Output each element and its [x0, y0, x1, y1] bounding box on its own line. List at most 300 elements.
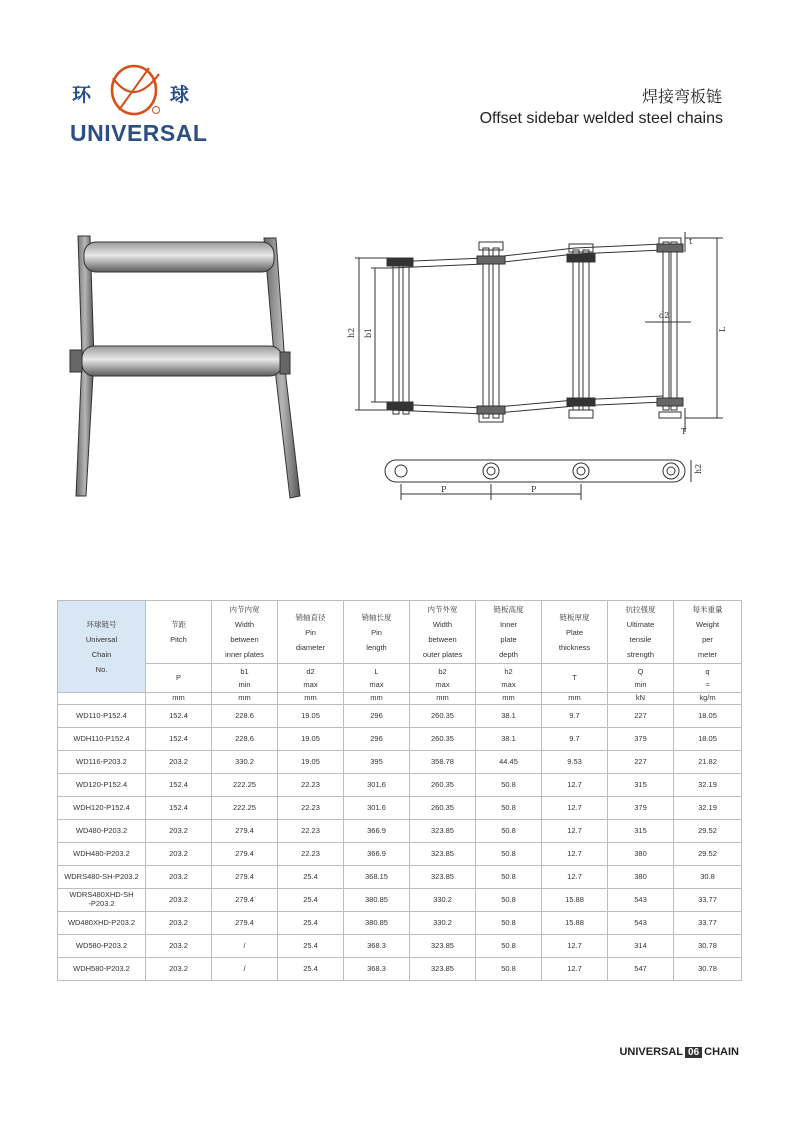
table-cell	[278, 935, 344, 958]
brand-logo	[68, 58, 208, 153]
cell-line: 323.85	[431, 963, 454, 973]
cell-line: 358.78	[431, 756, 454, 766]
table-cell	[476, 705, 542, 728]
cell-line: 315	[634, 779, 647, 789]
table-cell	[674, 889, 742, 912]
table-cell	[476, 958, 542, 981]
cell-line: WDH480-P203.2	[73, 848, 130, 858]
table-cell	[344, 935, 410, 958]
cell-line: WD480-P203.2	[75, 825, 128, 835]
header-symbol: h2	[504, 667, 513, 676]
cell-line: 380.85	[365, 894, 388, 904]
table-cell	[58, 866, 146, 889]
header-unit-5: mm	[410, 693, 476, 705]
cell-line: 543	[634, 917, 647, 927]
cell-line: 12.7	[567, 871, 582, 881]
table-row	[58, 889, 742, 912]
table-cell	[410, 866, 476, 889]
cell-line: 260.35	[431, 802, 454, 812]
table-cell	[410, 935, 476, 958]
header-symbol: P	[175, 673, 181, 682]
table-cell	[212, 866, 278, 889]
header-unit-8: kN	[608, 693, 674, 705]
header-line: per	[702, 635, 713, 644]
cell-line: 44.45	[499, 756, 518, 766]
cell-line: 50.8	[501, 940, 516, 950]
spec-table	[57, 600, 742, 981]
header-line: Ultimate	[626, 620, 655, 629]
cell-line: 279.4	[235, 825, 254, 835]
page-title-cn: 焊接弯板链	[641, 87, 722, 106]
header-line: 链板厚度	[559, 612, 590, 622]
header-name-9	[674, 601, 742, 664]
cell-line: 50.8	[501, 848, 516, 858]
cell-line: 301.6	[367, 802, 386, 812]
header-symbol: Q	[637, 667, 644, 676]
cell-line: 12.7	[567, 848, 582, 858]
header-unit-3: mm	[278, 693, 344, 705]
table-cell	[542, 958, 608, 981]
table-cell	[410, 889, 476, 912]
table-cell	[344, 705, 410, 728]
header-limit: min	[238, 680, 251, 689]
cell-line: 15.88	[565, 917, 584, 927]
header-line: Inner	[499, 620, 518, 629]
header-unit-7: mm	[542, 693, 608, 705]
table-cell	[212, 728, 278, 751]
table-cell	[476, 866, 542, 889]
table-cell	[278, 728, 344, 751]
table-cell	[608, 728, 674, 751]
table-cell	[476, 728, 542, 751]
table-cell	[476, 797, 542, 820]
page-title-en: Offset sidebar welded steel chains	[479, 110, 723, 127]
table-cell	[674, 843, 742, 866]
table-cell	[476, 774, 542, 797]
header-line: diameter	[295, 642, 326, 652]
table-cell	[146, 866, 212, 889]
table-cell	[146, 912, 212, 935]
table-cell	[278, 797, 344, 820]
cell-line: 228.6	[235, 733, 254, 743]
table-cell	[410, 728, 476, 751]
cell-line: 50.8	[501, 802, 516, 812]
cell-line: 50.8	[501, 871, 516, 881]
cell-line: 50.8	[501, 963, 516, 973]
table-row	[58, 935, 742, 958]
cell-line: 315	[634, 825, 647, 835]
table-cell	[608, 958, 674, 981]
cell-line: 228.6	[235, 710, 254, 720]
dim-side-h2-label: h2	[694, 463, 703, 474]
cell-line: 330.2	[235, 756, 254, 766]
cell-line: 543	[634, 894, 647, 904]
cell-line: 33.77	[698, 917, 717, 927]
table-cell	[212, 843, 278, 866]
header-line: 每米重量	[692, 605, 723, 614]
cell-line: 314	[634, 940, 647, 950]
header-line: meter	[697, 650, 718, 659]
table-cell	[476, 751, 542, 774]
table-cell	[212, 912, 278, 935]
header-unit-9: kg/m	[674, 693, 742, 705]
table-body	[58, 705, 742, 981]
header-name-0	[58, 601, 146, 693]
chain-technical-drawing	[345, 222, 740, 522]
table-cell	[608, 705, 674, 728]
table-cell	[278, 774, 344, 797]
cell-line: 279.4	[235, 848, 254, 858]
cell-line: 19.05	[301, 756, 320, 766]
brand-name: UNIVERSAL	[70, 120, 208, 146]
header-line: strength	[626, 650, 655, 659]
table-cell	[58, 958, 146, 981]
header-names-row	[58, 601, 742, 664]
table-header	[58, 601, 742, 705]
table-cell	[608, 889, 674, 912]
header-line: 节距	[171, 620, 186, 629]
table-cell	[410, 843, 476, 866]
cell-line: 152.4	[169, 802, 188, 812]
cell-line: 368.3	[367, 963, 386, 973]
header-symbol-5	[410, 664, 476, 693]
header-line: Universal	[85, 634, 118, 644]
table-cell	[146, 935, 212, 958]
cell-line: 296	[370, 710, 383, 720]
table-cell	[212, 820, 278, 843]
table-row	[58, 820, 742, 843]
table-cell	[410, 774, 476, 797]
cell-line: 222.25	[233, 779, 256, 789]
table-cell	[608, 774, 674, 797]
header-name-2	[212, 601, 278, 664]
table-row	[58, 774, 742, 797]
header-symbol: d2	[306, 667, 315, 676]
header-line: 抗拉强度	[625, 605, 656, 614]
table-cell	[58, 912, 146, 935]
table-cell	[608, 751, 674, 774]
dim-d2-label: d2	[659, 311, 670, 320]
cell-line: 18.05	[698, 733, 717, 743]
table-cell	[608, 820, 674, 843]
table-cell	[344, 912, 410, 935]
brand-cn-right: 球	[170, 84, 190, 106]
table-cell	[278, 705, 344, 728]
cell-line: 323.85	[431, 871, 454, 881]
cell-line: 29.52	[698, 825, 717, 835]
header-symbol: q	[705, 667, 710, 676]
dim-t-label: t	[689, 237, 693, 246]
table-cell	[410, 705, 476, 728]
table-cell	[278, 866, 344, 889]
cell-line: /	[243, 963, 246, 973]
cell-line: 279.4	[235, 917, 254, 927]
header-line: Weight	[695, 620, 720, 629]
table-cell	[542, 889, 608, 912]
dim-P1-label: P	[441, 485, 447, 494]
header-symbol-4	[344, 664, 410, 693]
table-cell	[278, 958, 344, 981]
header-name-5	[410, 601, 476, 664]
cell-line: 22.23	[301, 802, 320, 812]
header-line: Pitch	[170, 635, 187, 644]
table-cell	[344, 728, 410, 751]
table-cell	[212, 774, 278, 797]
header-name-8	[608, 601, 674, 664]
table-cell	[674, 705, 742, 728]
cell-line: 25.4	[303, 871, 318, 881]
table-cell	[542, 751, 608, 774]
header-limit: max	[369, 680, 384, 689]
cell-line: 19.05	[301, 733, 320, 743]
cell-line: 379	[634, 733, 647, 743]
table-cell	[674, 797, 742, 820]
cell-line: 21.82	[698, 756, 717, 766]
cell-line: 279.4	[235, 871, 254, 881]
cell-line: 12.7	[567, 802, 582, 812]
cell-line: 323.85	[431, 825, 454, 835]
header-symbol: L	[374, 667, 379, 676]
cell-line: WDH110-P152.4	[73, 733, 130, 743]
table-cell	[278, 820, 344, 843]
header-line: length	[366, 642, 387, 652]
dim-h2-label: h2	[347, 327, 356, 338]
cell-line: 30.78	[698, 940, 717, 950]
cell-line: 260.35	[431, 733, 454, 743]
header-line: outer plates	[422, 650, 463, 659]
table-row	[58, 705, 742, 728]
table-cell	[146, 797, 212, 820]
table-cell	[674, 774, 742, 797]
cell-line: 323.85	[431, 940, 454, 950]
table-cell	[410, 958, 476, 981]
header-unit-1: mm	[146, 693, 212, 705]
cell-line: 152.4	[169, 733, 188, 743]
cell-line: 260.35	[431, 710, 454, 720]
table-cell	[542, 866, 608, 889]
header-line: Width	[234, 620, 255, 629]
cell-line: 50.8	[501, 894, 516, 904]
table-cell	[58, 797, 146, 820]
header-line: 链板高度	[493, 605, 524, 614]
cell-line: WD110-P152.4	[76, 710, 127, 720]
cell-line: 227	[634, 710, 647, 720]
header-unit-2: mm	[212, 693, 278, 705]
header-symbol-9	[674, 664, 742, 693]
cell-line: 9.7	[569, 733, 580, 743]
table-cell	[146, 843, 212, 866]
header-line: depth	[499, 650, 518, 659]
cell-line: 366.9	[367, 848, 386, 858]
header-name-6	[476, 601, 542, 664]
cell-line: 152.4	[169, 710, 188, 720]
table-cell	[212, 935, 278, 958]
header-limit: max	[303, 680, 318, 689]
table-cell	[146, 728, 212, 751]
header-symbol-1	[146, 664, 212, 693]
table-cell	[278, 889, 344, 912]
table-cell	[278, 912, 344, 935]
table-cell	[146, 820, 212, 843]
header-line: 销轴直径	[295, 612, 326, 622]
cell-line: 368.3	[367, 940, 386, 950]
table-cell	[344, 774, 410, 797]
cell-line: 330.2	[433, 917, 452, 927]
table-cell	[146, 889, 212, 912]
header-symbol-7	[542, 664, 608, 693]
table-cell	[58, 705, 146, 728]
cell-line: 30.78	[698, 963, 717, 973]
cell-line: WD480XHD-P203.2	[67, 917, 136, 927]
header-line: 内节内宽	[229, 605, 260, 614]
page-footer	[619, 1046, 739, 1058]
cell-line: 50.8	[501, 779, 516, 789]
cell-line: 12.7	[567, 779, 582, 789]
header-line: inner plates	[225, 650, 264, 659]
cell-line: 25.4	[303, 940, 318, 950]
table-cell	[608, 912, 674, 935]
table-cell	[542, 774, 608, 797]
table-cell	[542, 728, 608, 751]
cell-line: 380.85	[365, 917, 388, 927]
header-line: 销轴长度	[361, 612, 392, 622]
cell-line: 227	[634, 756, 647, 766]
globe-icon	[101, 60, 167, 120]
cell-line: WD116-P203.2	[76, 756, 127, 766]
table-cell	[58, 889, 146, 912]
table-row	[58, 751, 742, 774]
table-cell	[344, 866, 410, 889]
cell-line: 380	[634, 848, 647, 858]
cell-line: 547	[634, 963, 647, 973]
table-cell	[344, 820, 410, 843]
cell-line: /	[243, 940, 246, 950]
cell-line: 368.15	[365, 871, 388, 881]
table-cell	[58, 751, 146, 774]
table-cell	[608, 935, 674, 958]
header-symbol: b2	[438, 667, 447, 676]
dim-L-label: L	[718, 326, 727, 332]
cell-line: 25.4	[303, 963, 318, 973]
header-line: thickness	[558, 642, 591, 652]
table-cell	[410, 912, 476, 935]
table-cell	[146, 958, 212, 981]
header-limit: min	[634, 680, 647, 689]
cell-line: 12.7	[567, 940, 582, 950]
table-cell	[542, 820, 608, 843]
table-cell	[476, 935, 542, 958]
header-unit-0	[58, 693, 146, 705]
cell-line: 260.35	[431, 779, 454, 789]
cell-line: 33.77	[698, 894, 717, 904]
header-units-row	[58, 693, 742, 705]
table-cell	[344, 751, 410, 774]
table-cell	[344, 797, 410, 820]
cell-line: 203.2	[169, 940, 188, 950]
cell-line: 25.4	[303, 894, 318, 904]
table-cell	[410, 751, 476, 774]
cell-line: WDH580-P203.2	[73, 963, 130, 973]
header-symbol-2	[212, 664, 278, 693]
table-cell	[674, 958, 742, 981]
table-cell	[212, 958, 278, 981]
header-name-3	[278, 601, 344, 664]
header-symbol: T	[572, 673, 577, 682]
table-cell	[608, 843, 674, 866]
table-cell	[542, 705, 608, 728]
cell-line: 279.4	[235, 894, 254, 904]
page-number: 06	[685, 1047, 702, 1058]
header-symbol-8	[608, 664, 674, 693]
header-line: Chain	[91, 649, 112, 659]
header-line: Width	[432, 620, 453, 629]
table-row	[58, 728, 742, 751]
header-name-7	[542, 601, 608, 664]
cell-line: WDRS480XHD-SH	[69, 890, 134, 900]
table-cell	[146, 751, 212, 774]
table-cell	[278, 843, 344, 866]
header-limit: ≈	[705, 680, 710, 689]
dim-P2-label: P	[531, 485, 537, 494]
table-cell	[674, 820, 742, 843]
table-cell	[608, 866, 674, 889]
table-cell	[212, 751, 278, 774]
cell-line: 12.7	[567, 825, 582, 835]
table-cell	[212, 705, 278, 728]
table-cell	[146, 705, 212, 728]
cell-line: 203.2	[169, 848, 188, 858]
cell-line: 323.85	[431, 848, 454, 858]
header-line: Pin	[371, 627, 382, 637]
table-cell	[674, 935, 742, 958]
cell-line: 22.23	[301, 779, 320, 789]
header-line: Pin	[305, 627, 316, 637]
table-cell	[58, 843, 146, 866]
cell-line: 301.6	[367, 779, 386, 789]
cell-line: 22.23	[301, 825, 320, 835]
table-cell	[212, 889, 278, 912]
cell-line: 15.88	[565, 894, 584, 904]
table-cell	[58, 935, 146, 958]
cell-line: 203.2	[169, 917, 188, 927]
cell-line: 203.2	[169, 756, 188, 766]
header-symbol-3	[278, 664, 344, 693]
cell-line: 395	[370, 756, 383, 766]
table-row	[58, 843, 742, 866]
table-cell	[608, 797, 674, 820]
cell-line: 296	[370, 733, 383, 743]
cell-line: 32.19	[698, 802, 717, 812]
header-line: 内节外宽	[427, 605, 458, 614]
table-row	[58, 958, 742, 981]
header-line: plate	[500, 635, 517, 644]
cell-line: 25.4	[303, 917, 318, 927]
cell-line: 380	[634, 871, 647, 881]
table-cell	[344, 843, 410, 866]
cell-line: 30.8	[700, 871, 715, 881]
table-cell	[542, 935, 608, 958]
header-name-4	[344, 601, 410, 664]
header-line: Plate	[565, 627, 584, 637]
header-line: between	[428, 635, 457, 644]
header-symbol-6	[476, 664, 542, 693]
cell-line: WDRS480-SH-P203.2	[64, 871, 139, 881]
cell-line: 32.19	[698, 779, 717, 789]
table-cell	[212, 797, 278, 820]
header-line: between	[230, 635, 259, 644]
cell-line: 222.25	[233, 802, 256, 812]
header-limit: max	[501, 680, 516, 689]
